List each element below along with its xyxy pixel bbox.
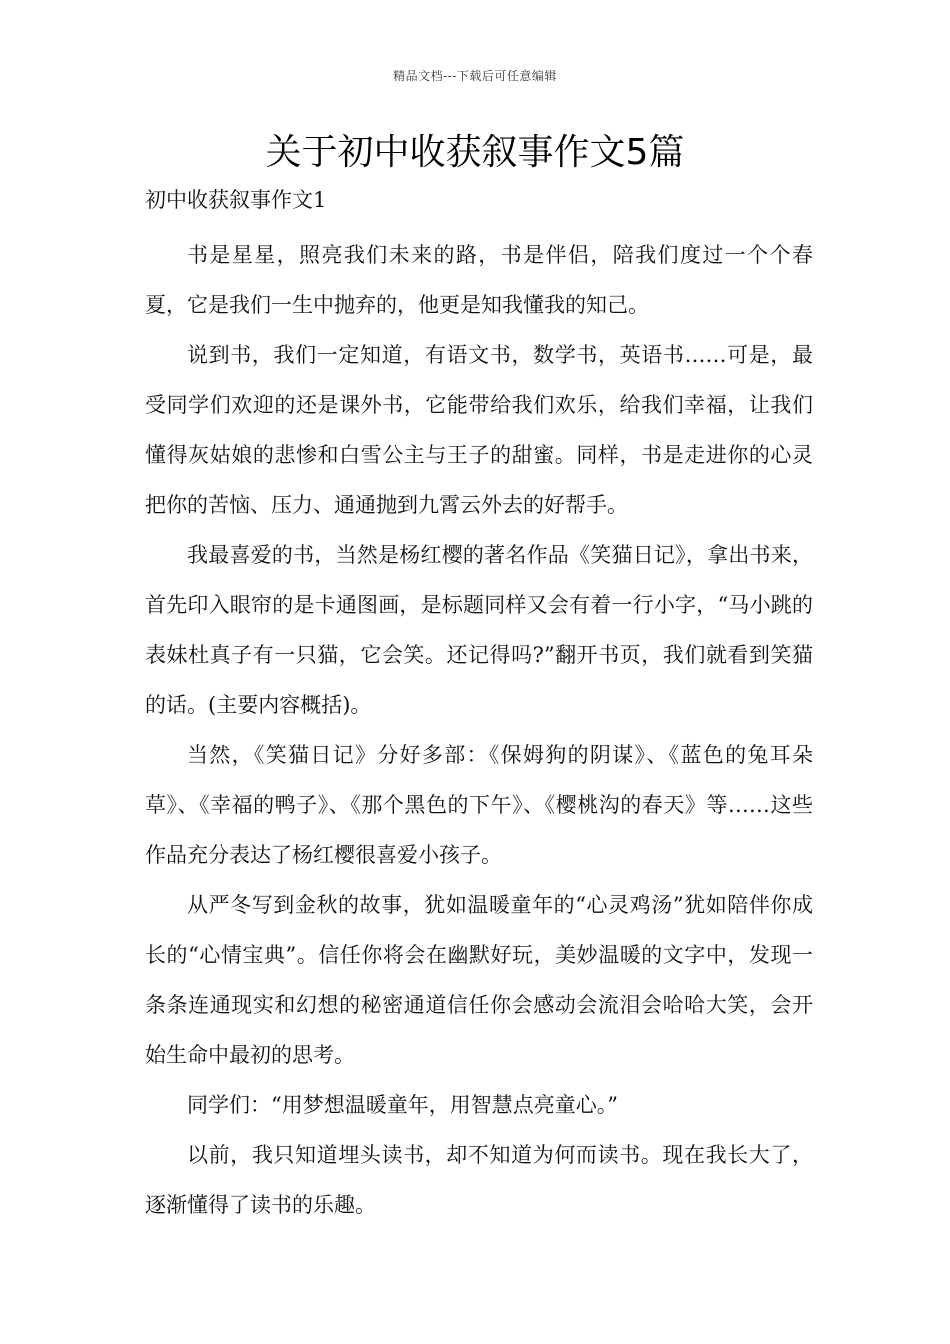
- section-heading: 初中收获叙事作文1: [145, 188, 327, 212]
- paragraph: 以前，我只知道埋头读书，却不知道为何而读书。现在我长大了，逐渐懂得了读书的乐趣。: [145, 1143, 813, 1217]
- document-title: 关于初中收获叙事作文5篇: [265, 132, 685, 173]
- paragraph: 从严冬写到金秋的故事，犹如温暖童年的“心灵鸡汤”犹如陪伴你成长的“心情宝典”。信任你将会在幽默好玩，美妙温暖的文字中，发现一条条连通现实和幻想的秘密通道信任你会感动会流泪会哈哈大笑，会开始生命中最初的思考。: [145, 893, 813, 1067]
- paragraph: 同学们：“用梦想温暖童年，用智慧点亮童心。”: [187, 1093, 618, 1117]
- paragraph: 我最喜爱的书，当然是杨红樱的著名作品《笑猫日记》，拿出书来，首先印入眼帘的是卡通图画，是标题同样又会有着一行小字，“马小跳的表妹杜真子有一只猫，它会笑。还记得吗?”翻开书页，我们就看到笑猫的话。(主要内容概括)。: [145, 543, 813, 717]
- paragraph: 说到书，我们一定知道，有语文书，数学书，英语书……可是，最受同学们欢迎的还是课外书，它能带给我们欢乐，给我们幸福，让我们懂得灰姑娘的悲惨和白雪公主与王子的甜蜜。同样，书是走进你的心灵把你的苦恼、压力、通通抛到九霄云外去的好帮手。: [145, 343, 813, 517]
- paragraph: 书是星星，照亮我们未来的路，书是伴侣，陪我们度过一个个春夏，它是我们一生中抛弃的，他更是知我懂我的知己。: [145, 243, 813, 317]
- paragraph: 当然，《笑猫日记》分好多部：《保姆狗的阴谋》、《蓝色的兔耳朵草》、《幸福的鸭子》、《那个黑色的下午》、《樱桃沟的春天》等……这些作品充分表达了杨红樱很喜爱小孩子。: [145, 743, 813, 867]
- document-body: [145, 230, 813, 1230]
- page-header: 精品文档---下载后可任意编辑: [393, 69, 557, 83]
